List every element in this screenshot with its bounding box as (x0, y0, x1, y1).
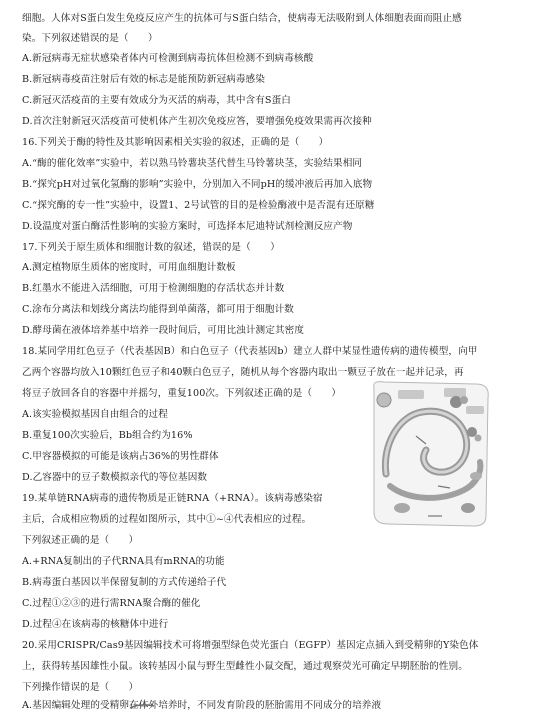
text-line: B.新冠病毒疫苗注射后有效的标志是能预防新冠病毒感染 (22, 74, 265, 85)
text-line: 乙两个容器均放入10颗红色豆子和40颗白色豆子，随机从每个容器内取出一颗豆子放在一起并记录，再 (22, 367, 464, 378)
scan-artifact-mark (128, 702, 156, 712)
text-line: B.红墨水不能进入活细胞，可用于检测细胞的存活状态并计数 (22, 283, 285, 294)
text-line: 下列叙述正确的是（ ） (22, 535, 139, 546)
replication-diagram-image (368, 376, 494, 532)
text-line: A.基因编辑处理的受精卵在体外培养时，不同发育阶段的胚胎需用不同成分的培养液 (22, 700, 382, 711)
text-line: B.“探究pH对过氧化氢酶的影响”实验中，分别加入不同pH的缓冲液后再加入底物 (22, 179, 373, 190)
rna-virus-replication-figure (368, 376, 494, 532)
text-line: 上，获得转基因雄性小鼠。该转基因小鼠与野生型雌性小鼠交配，通过观察荧光可确定早期胚胎的性别。 (22, 661, 468, 672)
text-line: C.涂布分离法和划线分离法均能得到单菌落，都可用于细胞计数 (22, 304, 294, 315)
text-line: 细胞。人体对S蛋白发生免疫反应产生的抗体可与S蛋白结合，使病毒无法吸附到人体细胞表面而阻止感 (22, 13, 462, 24)
text-line: B.重复100次实验后，Bb组合约为16% (22, 430, 193, 441)
question-16-stem: 16.下列关于酶的特性及其影响因素相关实验的叙述，正确的是（ ） (22, 137, 329, 148)
text-line: A.该实验模拟基因自由组合的过程 (22, 409, 168, 420)
text-line: C.过程①②③的进行需RNA聚合酶的催化 (22, 598, 201, 609)
question-18-stem: 18.某同学用红色豆子（代表基因B）和白色豆子（代表基因b）建立人群中某显性遗传病的遗传模型，向甲 (22, 346, 478, 357)
question-19-stem: 19.某单链RNA病毒的遗传物质是正链RNA（+RNA）。该病毒感染宿 (22, 493, 323, 504)
question-17-stem: 17.下列关于原生质体和细胞计数的叙述，错误的是（ ） (22, 242, 280, 253)
question-20-stem: 20.采用CRISPR/Cas9基因编辑技术可将增强型绿色荧光蛋白（EGFP）基因定点插入到受精卵的Y染色体 (22, 640, 479, 651)
text-line: A.新冠病毒无症状感染者体内可检测到病毒抗体但检测不到病毒核酸 (22, 53, 314, 64)
text-line: A.“酶的催化效率”实验中，若以熟马铃薯块茎代替生马铃薯块茎，实验结果相同 (22, 158, 363, 169)
text-line: 将豆子放回各自的容器中并摇匀，重复100次。下列叙述正确的是（ ） (22, 388, 342, 399)
text-line: A.测定植物原生质体的密度时，可用血细胞计数板 (22, 262, 236, 273)
text-line: 下列操作错误的是（ ） (22, 682, 139, 693)
text-line: C.甲容器模拟的可能是该病占36%的男性群体 (22, 451, 219, 462)
text-line: D.乙容器中的豆子数模拟亲代的等位基因数 (22, 472, 208, 483)
text-line: C.“探究酶的专一性”实验中，设置1、2号试管的目的是检验酶液中是否混有还原糖 (22, 200, 375, 211)
text-line: 染。下列叙述错误的是（ ） (22, 33, 158, 44)
text-line: A.+RNA复制出的子代RNA具有mRNA的功能 (22, 556, 225, 567)
text-line: D.首次注射新冠灭活疫苗可使机体产生初次免疫应答，要增强免疫效果需再次接种 (22, 116, 372, 127)
text-line: D.设温度对蛋白酶活性影响的实验方案时，可选择本尼迪特试剂检测反应产物 (22, 221, 353, 232)
text-line: D.过程④在该病毒的核糖体中进行 (22, 619, 169, 630)
text-line: D.酵母菌在液体培养基中培养一段时间后，可用比浊计测定其密度 (22, 325, 305, 336)
text-line: C.新冠灭活疫苗的主要有效成分为灭活的病毒，其中含有S蛋白 (22, 95, 291, 106)
text-line: B.病毒蛋白基因以半保留复制的方式传递给子代 (22, 577, 227, 588)
text-line: 主后，合成相应物质的过程如图所示，其中①~④代表相应的过程。 (22, 514, 312, 525)
